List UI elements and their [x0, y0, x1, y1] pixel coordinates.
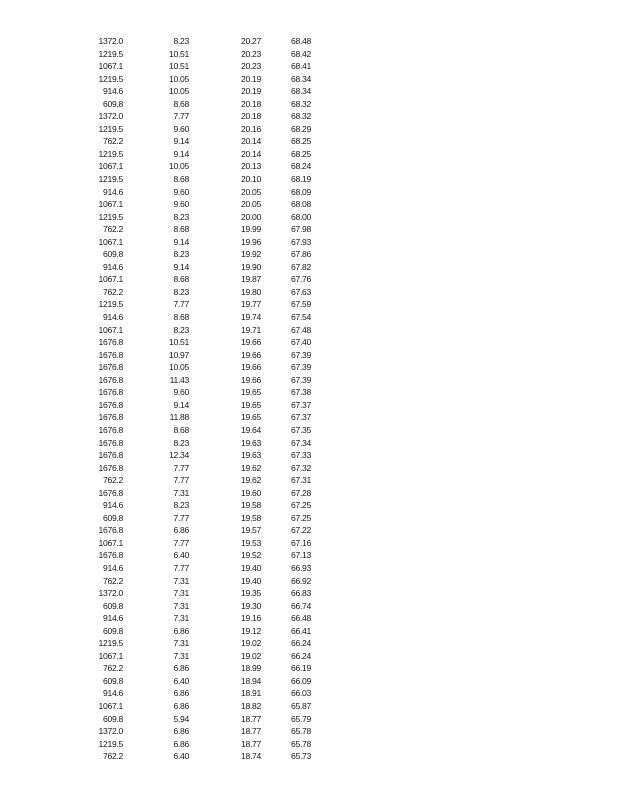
table-cell: 7.77 [173, 475, 189, 486]
table-cell: 19.58 [241, 500, 262, 511]
table-cell: 8.68 [173, 424, 189, 435]
table-cell: 6.86 [173, 726, 189, 737]
table-row [0, 98, 618, 111]
table-cell: 12.34 [168, 450, 189, 461]
table-cell: 67.31 [291, 475, 312, 486]
table-cell: 67.54 [291, 312, 312, 323]
table-cell: 20.18 [241, 98, 262, 109]
table-cell: 19.74 [241, 312, 262, 323]
table-row [0, 449, 618, 462]
table-cell: 67.33 [291, 450, 312, 461]
table-row [0, 662, 618, 675]
table-cell: 19.66 [241, 374, 262, 385]
table-cell: 6.86 [173, 663, 189, 674]
table-cell: 609.8 [102, 600, 123, 611]
table-cell: 66.92 [291, 575, 312, 586]
table-cell: 66.24 [291, 638, 312, 649]
table-cell: 65.79 [291, 713, 312, 724]
table-row [0, 625, 618, 638]
table-cell: 8.68 [173, 98, 189, 109]
table-cell: 1219.5 [98, 638, 123, 649]
table-cell: 914.6 [102, 688, 123, 699]
table-row [0, 186, 618, 199]
table-cell: 1676.8 [98, 337, 123, 348]
table-cell: 1067.1 [98, 537, 123, 548]
table-row [0, 587, 618, 600]
table-cell: 19.40 [241, 575, 262, 586]
table-cell: 67.98 [291, 224, 312, 235]
table-cell: 11.88 [169, 412, 189, 423]
table-cell: 1676.8 [98, 387, 123, 398]
table-cell: 1676.8 [98, 450, 123, 461]
table-cell: 762.2 [102, 224, 123, 235]
table-row [0, 273, 618, 286]
table-cell: 6.86 [173, 738, 189, 749]
table-cell: 1676.8 [98, 412, 123, 423]
table-row [0, 524, 618, 537]
table-cell: 19.62 [241, 475, 262, 486]
table-cell: 19.12 [241, 625, 262, 636]
table-cell: 10.05 [168, 73, 189, 84]
table-cell: 10.05 [168, 362, 189, 373]
table-cell: 1372.0 [98, 111, 123, 122]
table-cell: 20.10 [241, 174, 262, 185]
table-cell: 68.34 [291, 73, 312, 84]
table-cell: 67.34 [291, 437, 312, 448]
table-row [0, 324, 618, 337]
table-row [0, 361, 618, 374]
table-cell: 10.51 [168, 61, 189, 72]
table-cell: 20.23 [241, 48, 262, 59]
table-cell: 1372.0 [98, 36, 123, 46]
table-cell: 68.42 [291, 48, 312, 59]
table-row [0, 311, 618, 324]
table-cell: 609.8 [102, 98, 123, 109]
table-cell: 914.6 [102, 500, 123, 511]
table-cell: 1676.8 [98, 424, 123, 435]
table-cell: 67.59 [291, 299, 312, 310]
table-cell: 66.09 [291, 675, 312, 686]
table-row [0, 700, 618, 713]
table-cell: 8.23 [173, 36, 189, 46]
table-cell: 67.13 [291, 550, 312, 561]
table-cell: 66.93 [291, 562, 312, 573]
table-cell: 67.28 [291, 487, 312, 498]
table-cell: 6.40 [173, 675, 189, 686]
table-cell: 20.14 [241, 148, 262, 159]
table-cell: 19.52 [241, 550, 262, 561]
table-cell: 68.29 [291, 123, 312, 134]
table-row [0, 211, 618, 224]
table-cell: 1219.5 [98, 73, 123, 84]
table-row [0, 173, 618, 186]
table-cell: 20.00 [241, 211, 262, 222]
table-row [0, 48, 618, 61]
table-cell: 609.8 [102, 713, 123, 724]
table-cell: 1067.1 [98, 700, 123, 711]
table-cell: 19.30 [241, 600, 262, 611]
table-row [0, 437, 618, 450]
table-cell: 8.68 [173, 312, 189, 323]
table-cell: 67.25 [291, 500, 312, 511]
table-cell: 19.02 [241, 650, 262, 661]
table-row [0, 336, 618, 349]
table-row [0, 236, 618, 249]
table-cell: 19.63 [241, 450, 262, 461]
table-cell: 19.71 [241, 324, 262, 335]
table-row [0, 148, 618, 161]
table-cell: 609.8 [102, 249, 123, 260]
table-cell: 7.77 [173, 111, 189, 122]
table-cell: 68.34 [291, 86, 312, 97]
table-cell: 1219.5 [98, 174, 123, 185]
table-cell: 8.23 [173, 249, 189, 260]
table-cell: 67.40 [291, 337, 312, 348]
table-cell: 19.65 [241, 399, 262, 410]
table-cell: 1219.5 [98, 148, 123, 159]
table-cell: 65.87 [291, 700, 312, 711]
table-cell: 9.14 [173, 399, 189, 410]
table-cell: 609.8 [102, 625, 123, 636]
table-cell: 67.39 [291, 362, 312, 373]
table-row [0, 110, 618, 123]
table-cell: 19.96 [241, 236, 262, 247]
table-cell: 65.73 [291, 751, 312, 762]
table-cell: 67.22 [291, 525, 312, 536]
table-cell: 9.14 [173, 261, 189, 272]
table-cell: 7.31 [173, 487, 189, 498]
table-row [0, 223, 618, 236]
table-cell: 19.80 [241, 286, 262, 297]
table-cell: 66.24 [291, 650, 312, 661]
table-cell: 1067.1 [98, 161, 123, 172]
table-cell: 19.65 [241, 412, 262, 423]
table-cell: 762.2 [102, 136, 123, 147]
table-cell: 68.48 [291, 36, 312, 46]
table-cell: 1676.8 [98, 462, 123, 473]
table-cell: 9.14 [173, 136, 189, 147]
table-cell: 8.23 [173, 324, 189, 335]
table-cell: 1676.8 [98, 362, 123, 373]
table-row [0, 687, 618, 700]
table-cell: 1067.1 [98, 199, 123, 210]
table-cell: 67.37 [291, 412, 312, 423]
table-row [0, 575, 618, 588]
table-cell: 20.14 [241, 136, 262, 147]
table-cell: 19.62 [241, 462, 262, 473]
table-cell: 66.48 [291, 613, 312, 624]
table-cell: 10.97 [168, 349, 189, 360]
table-cell: 18.77 [241, 713, 262, 724]
table-cell: 18.77 [241, 726, 262, 737]
table-cell: 6.40 [173, 550, 189, 561]
table-cell: 914.6 [102, 261, 123, 272]
table-cell: 67.39 [291, 374, 312, 385]
table-cell: 6.86 [173, 625, 189, 636]
table-cell: 19.66 [241, 362, 262, 373]
table-cell: 19.58 [241, 512, 262, 523]
table-cell: 19.87 [241, 274, 262, 285]
table-cell: 18.74 [241, 751, 262, 762]
table-cell: 68.41 [291, 61, 312, 72]
table-cell: 9.60 [173, 387, 189, 398]
table-cell: 9.60 [173, 199, 189, 210]
table-row [0, 474, 618, 487]
table-row [0, 386, 618, 399]
table-cell: 67.86 [291, 249, 312, 260]
table-cell: 762.2 [102, 286, 123, 297]
table-cell: 68.25 [291, 136, 312, 147]
table-row [0, 411, 618, 424]
table-cell: 67.25 [291, 512, 312, 523]
table-cell: 7.31 [173, 588, 189, 599]
table-cell: 20.16 [241, 123, 262, 134]
table-cell: 7.77 [173, 462, 189, 473]
table-cell: 20.23 [241, 61, 262, 72]
table-cell: 19.63 [241, 437, 262, 448]
table-cell: 7.77 [173, 512, 189, 523]
table-cell: 762.2 [102, 663, 123, 674]
table-cell: 19.02 [241, 638, 262, 649]
table-cell: 7.77 [173, 562, 189, 573]
table-cell: 914.6 [102, 562, 123, 573]
table-cell: 68.24 [291, 161, 312, 172]
table-cell: 8.23 [173, 500, 189, 511]
table-cell: 10.05 [168, 86, 189, 97]
table-cell: 9.14 [173, 236, 189, 247]
table-cell: 1676.8 [98, 487, 123, 498]
table-cell: 1219.5 [98, 211, 123, 222]
table-cell: 19.66 [241, 337, 262, 348]
table-cell: 67.32 [291, 462, 312, 473]
table-cell: 67.38 [291, 387, 312, 398]
table-cell: 9.60 [173, 123, 189, 134]
table-cell: 1676.8 [98, 550, 123, 561]
table-row [0, 298, 618, 311]
table-cell: 914.6 [102, 312, 123, 323]
table-cell: 19.65 [241, 387, 262, 398]
table-cell: 8.68 [173, 174, 189, 185]
table-cell: 19.16 [241, 613, 262, 624]
table-cell: 20.19 [241, 86, 262, 97]
table-cell: 609.8 [102, 512, 123, 523]
table-cell: 20.05 [241, 186, 262, 197]
table-cell: 18.99 [241, 663, 262, 674]
table-cell: 66.41 [291, 625, 312, 636]
table-cell: 7.31 [173, 613, 189, 624]
table-cell: 19.53 [241, 537, 262, 548]
table-cell: 1067.1 [98, 650, 123, 661]
table-cell: 19.77 [241, 299, 262, 310]
table-row [0, 650, 618, 663]
table-cell: 19.99 [241, 224, 262, 235]
table-cell: 1219.5 [98, 48, 123, 59]
table-cell: 10.51 [168, 48, 189, 59]
table-cell: 1676.8 [98, 437, 123, 448]
table-cell: 914.6 [102, 86, 123, 97]
table-row [0, 261, 618, 274]
table-cell: 67.39 [291, 349, 312, 360]
table-cell: 762.2 [102, 751, 123, 762]
table-row [0, 286, 618, 299]
table-row [0, 135, 618, 148]
table-row [0, 248, 618, 261]
table-cell: 20.13 [241, 161, 262, 172]
table-cell: 6.86 [173, 700, 189, 711]
table-cell: 18.91 [241, 688, 262, 699]
table-cell: 20.18 [241, 111, 262, 122]
table-cell: 68.32 [291, 111, 312, 122]
table-cell: 8.68 [173, 274, 189, 285]
table-row [0, 675, 618, 688]
table-row [0, 60, 618, 73]
table-cell: 1067.1 [98, 61, 123, 72]
table-cell: 67.63 [291, 286, 312, 297]
table-row [0, 198, 618, 211]
table-row [0, 374, 618, 387]
table-cell: 7.77 [173, 299, 189, 310]
table-cell: 6.40 [173, 751, 189, 762]
table-cell: 1067.1 [98, 324, 123, 335]
table-row [0, 160, 618, 173]
table-cell: 19.35 [241, 588, 262, 599]
table-cell: 67.37 [291, 399, 312, 410]
table-cell: 9.60 [173, 186, 189, 197]
table-cell: 68.19 [291, 174, 312, 185]
table-cell: 10.51 [168, 337, 189, 348]
table-cell: 66.74 [291, 600, 312, 611]
table-cell: 1676.8 [98, 399, 123, 410]
table-row [0, 512, 618, 525]
table-cell: 8.23 [173, 437, 189, 448]
table-row [0, 537, 618, 550]
table-cell: 67.35 [291, 424, 312, 435]
table-row [0, 562, 618, 575]
table-cell: 762.2 [102, 475, 123, 486]
table-cell: 19.57 [241, 525, 262, 536]
table-cell: 1067.1 [98, 274, 123, 285]
table-cell: 1219.5 [98, 738, 123, 749]
table-row [0, 123, 618, 136]
table-cell: 19.92 [241, 249, 262, 260]
table-cell: 20.19 [241, 73, 262, 84]
table-cell: 9.14 [173, 148, 189, 159]
table-row [0, 713, 618, 726]
table-cell: 7.77 [173, 537, 189, 548]
table-row [0, 73, 618, 86]
table-cell: 7.31 [173, 638, 189, 649]
table-cell: 1219.5 [98, 299, 123, 310]
table-row [0, 738, 618, 751]
table-cell: 68.09 [291, 186, 312, 197]
table-cell: 67.48 [291, 324, 312, 335]
table-cell: 5.94 [173, 713, 189, 724]
table-row [0, 424, 618, 437]
table-cell: 20.27 [241, 36, 262, 46]
table-cell: 6.86 [173, 525, 189, 536]
table-cell: 66.83 [291, 588, 312, 599]
table-cell: 19.66 [241, 349, 262, 360]
data-table [0, 35, 618, 763]
table-cell: 6.86 [173, 688, 189, 699]
table-cell: 1372.0 [98, 726, 123, 737]
table-cell: 20.05 [241, 199, 262, 210]
table-cell: 67.76 [291, 274, 312, 285]
table-cell: 66.03 [291, 688, 312, 699]
table-cell: 8.23 [173, 211, 189, 222]
table-row [0, 637, 618, 650]
table-row [0, 462, 618, 475]
table-cell: 8.68 [173, 224, 189, 235]
table-cell: 68.08 [291, 199, 312, 210]
table-row [0, 349, 618, 362]
table-row [0, 549, 618, 562]
table-cell: 1676.8 [98, 374, 123, 385]
table-cell: 8.23 [173, 286, 189, 297]
table-row [0, 499, 618, 512]
table-cell: 1219.5 [98, 123, 123, 134]
table-cell: 1372.0 [98, 588, 123, 599]
table-row [0, 725, 618, 738]
table-cell: 762.2 [102, 575, 123, 586]
table-cell: 1067.1 [98, 236, 123, 247]
table-cell: 67.16 [291, 537, 312, 548]
table-cell: 914.6 [102, 186, 123, 197]
table-row [0, 35, 618, 48]
table-cell: 1676.8 [98, 349, 123, 360]
table-cell: 19.90 [241, 261, 262, 272]
table-row [0, 399, 618, 412]
table-row [0, 487, 618, 500]
table-row [0, 600, 618, 613]
table-cell: 18.94 [241, 675, 262, 686]
table-cell: 914.6 [102, 613, 123, 624]
table-cell: 1676.8 [98, 525, 123, 536]
table-cell: 18.82 [241, 700, 262, 711]
table-cell: 68.25 [291, 148, 312, 159]
table-cell: 68.32 [291, 98, 312, 109]
table-cell: 11.43 [169, 374, 189, 385]
table-cell: 67.93 [291, 236, 312, 247]
table-cell: 609.8 [102, 675, 123, 686]
table-cell: 10.05 [168, 161, 189, 172]
table-row [0, 750, 618, 763]
table-cell: 7.31 [173, 600, 189, 611]
table-cell: 68.00 [291, 211, 312, 222]
table-cell: 19.60 [241, 487, 262, 498]
table-row [0, 612, 618, 625]
table-cell: 7.31 [173, 650, 189, 661]
table-cell: 19.64 [241, 424, 262, 435]
table-cell: 7.31 [173, 575, 189, 586]
table-cell: 65.78 [291, 738, 312, 749]
table-cell: 65.78 [291, 726, 312, 737]
table-row [0, 85, 618, 98]
table-cell: 67.82 [291, 261, 312, 272]
table-cell: 66.19 [291, 663, 312, 674]
table-cell: 19.40 [241, 562, 262, 573]
table-cell: 18.77 [241, 738, 262, 749]
